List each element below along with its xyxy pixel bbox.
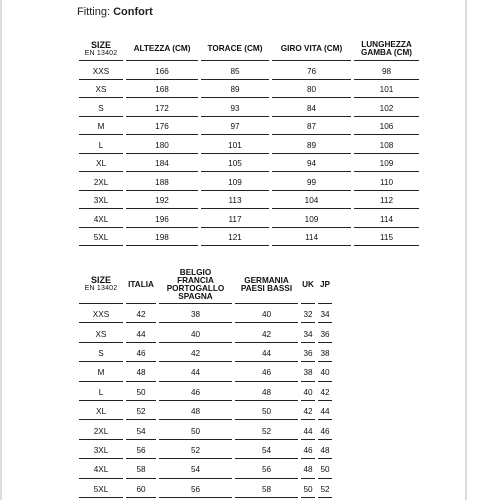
header-uk: UK bbox=[301, 266, 315, 304]
cell-size: XS bbox=[79, 326, 123, 342]
cell-gamba: 98 bbox=[354, 64, 419, 80]
cell-vita: 104 bbox=[272, 194, 351, 210]
page-border-right bbox=[465, 0, 467, 500]
cell-germania: 54 bbox=[235, 443, 298, 459]
cell-uk: 40 bbox=[301, 385, 315, 401]
cell-vita: 87 bbox=[272, 120, 351, 136]
table-row bbox=[79, 83, 419, 99]
cell-uk: 48 bbox=[301, 462, 315, 478]
cell-italia: 58 bbox=[126, 462, 156, 478]
header-size bbox=[79, 266, 123, 304]
cell-belgio: 54 bbox=[159, 462, 232, 478]
header-size-label: SIZE bbox=[90, 275, 111, 285]
cell-altezza: 180 bbox=[126, 138, 198, 154]
size-conversion-table bbox=[76, 263, 335, 501]
cell-uk: 32 bbox=[301, 307, 315, 323]
cell-size: M bbox=[79, 365, 123, 381]
table-row bbox=[79, 194, 419, 210]
cell-altezza: 168 bbox=[126, 83, 198, 99]
cell-jp: 50 bbox=[318, 462, 332, 478]
cell-altezza: 188 bbox=[126, 175, 198, 191]
cell-gamba: 114 bbox=[354, 212, 419, 228]
cell-size: L bbox=[79, 385, 123, 401]
table-row bbox=[79, 120, 419, 136]
cell-torace: 85 bbox=[201, 64, 269, 80]
cell-jp: 52 bbox=[318, 482, 332, 498]
table-row bbox=[79, 138, 419, 154]
header-torace: TORACE (CM) bbox=[201, 38, 269, 61]
cell-altezza: 176 bbox=[126, 120, 198, 136]
header-lunghezza-line2: GAMBA (CM) bbox=[360, 48, 413, 57]
cell-size: S bbox=[79, 101, 123, 117]
cell-size: XXS bbox=[79, 307, 123, 323]
table-row bbox=[79, 385, 332, 401]
cell-gamba: 108 bbox=[354, 138, 419, 154]
cell-size: M bbox=[79, 120, 123, 136]
cell-belgio: 50 bbox=[159, 423, 232, 439]
cell-size: L bbox=[79, 138, 123, 154]
cell-germania: 50 bbox=[235, 404, 298, 420]
cell-altezza: 184 bbox=[126, 157, 198, 173]
cell-germania: 42 bbox=[235, 326, 298, 342]
cell-belgio: 38 bbox=[159, 307, 232, 323]
header-germania-line1: GERMANIA bbox=[244, 275, 289, 285]
cell-italia: 48 bbox=[126, 365, 156, 381]
cell-altezza: 166 bbox=[126, 64, 198, 80]
cell-uk: 34 bbox=[301, 326, 315, 342]
header-belgio-line1: BELGIO bbox=[179, 267, 212, 277]
table-row bbox=[79, 212, 419, 228]
table-row bbox=[79, 326, 332, 342]
table-row bbox=[79, 231, 419, 247]
cell-torace: 113 bbox=[201, 194, 269, 210]
page-border-left bbox=[0, 0, 2, 500]
table-row bbox=[79, 157, 419, 173]
cell-jp: 34 bbox=[318, 307, 332, 323]
fitting-value: Confort bbox=[113, 6, 153, 18]
cell-vita: 114 bbox=[272, 231, 351, 247]
table-row bbox=[79, 443, 332, 459]
cell-size: 4XL bbox=[79, 462, 123, 478]
cell-italia: 60 bbox=[126, 482, 156, 498]
cell-germania: 48 bbox=[235, 385, 298, 401]
header-lunghezza-line1: LUNGHEZZA bbox=[361, 40, 412, 49]
cell-size: 4XL bbox=[79, 212, 123, 228]
cell-altezza: 172 bbox=[126, 101, 198, 117]
cell-torace: 93 bbox=[201, 101, 269, 117]
cell-belgio: 44 bbox=[159, 365, 232, 381]
fitting-label: Fitting: bbox=[77, 6, 111, 18]
cell-gamba: 115 bbox=[354, 231, 419, 247]
cell-uk: 46 bbox=[301, 443, 315, 459]
cell-size: XXS bbox=[79, 64, 123, 80]
cell-size: S bbox=[79, 346, 123, 362]
table-row bbox=[79, 175, 419, 191]
cell-uk: 38 bbox=[301, 365, 315, 381]
cell-vita: 109 bbox=[272, 212, 351, 228]
cell-belgio: 42 bbox=[159, 346, 232, 362]
cell-vita: 94 bbox=[272, 157, 351, 173]
cell-uk: 36 bbox=[301, 346, 315, 362]
cell-size: 3XL bbox=[79, 194, 123, 210]
header-germania-line2: PAESI BASSI bbox=[240, 283, 293, 293]
table-row bbox=[79, 64, 419, 80]
cell-uk: 44 bbox=[301, 423, 315, 439]
cell-size: 2XL bbox=[79, 175, 123, 191]
header-giro-vita: GIRO VITA (CM) bbox=[272, 38, 351, 61]
cell-size: XS bbox=[79, 83, 123, 99]
cell-germania: 56 bbox=[235, 462, 298, 478]
cell-gamba: 109 bbox=[354, 157, 419, 173]
cell-torace: 117 bbox=[201, 212, 269, 228]
table-row bbox=[79, 423, 332, 439]
cell-italia: 54 bbox=[126, 423, 156, 439]
cell-gamba: 106 bbox=[354, 120, 419, 136]
cell-germania: 46 bbox=[235, 365, 298, 381]
table-header-row bbox=[79, 266, 332, 304]
cell-altezza: 196 bbox=[126, 212, 198, 228]
cell-altezza: 198 bbox=[126, 231, 198, 247]
cell-vita: 84 bbox=[272, 101, 351, 117]
header-size-standard: EN 13402 bbox=[84, 285, 118, 292]
cell-gamba: 110 bbox=[354, 175, 419, 191]
cell-size: 3XL bbox=[79, 443, 123, 459]
table-row bbox=[79, 101, 419, 117]
table-header-row bbox=[79, 38, 419, 61]
cell-jp: 38 bbox=[318, 346, 332, 362]
header-altezza: ALTEZZA (CM) bbox=[126, 38, 198, 61]
header-belgio-line3: PORTOGALLO bbox=[166, 283, 225, 293]
cell-italia: 44 bbox=[126, 326, 156, 342]
header-belgio-francia-portogallo-spagna bbox=[159, 266, 232, 304]
cell-torace: 97 bbox=[201, 120, 269, 136]
cell-jp: 36 bbox=[318, 326, 332, 342]
cell-germania: 52 bbox=[235, 423, 298, 439]
cell-uk: 50 bbox=[301, 482, 315, 498]
header-lunghezza-gamba bbox=[354, 38, 419, 61]
cell-vita: 80 bbox=[272, 83, 351, 99]
cell-belgio: 46 bbox=[159, 385, 232, 401]
cell-italia: 42 bbox=[126, 307, 156, 323]
header-jp: JP bbox=[318, 266, 332, 304]
size-measurements-table bbox=[76, 35, 422, 249]
header-germania-paesi-bassi bbox=[235, 266, 298, 304]
table-row bbox=[79, 482, 332, 498]
cell-jp: 42 bbox=[318, 385, 332, 401]
cell-germania: 58 bbox=[235, 482, 298, 498]
cell-torace: 121 bbox=[201, 231, 269, 247]
header-size bbox=[79, 38, 123, 61]
cell-torace: 89 bbox=[201, 83, 269, 99]
cell-belgio: 40 bbox=[159, 326, 232, 342]
cell-jp: 44 bbox=[318, 404, 332, 420]
cell-italia: 46 bbox=[126, 346, 156, 362]
cell-germania: 40 bbox=[235, 307, 298, 323]
cell-size: XL bbox=[79, 157, 123, 173]
cell-uk: 42 bbox=[301, 404, 315, 420]
table-row bbox=[79, 404, 332, 420]
table-row bbox=[79, 307, 332, 323]
cell-jp: 48 bbox=[318, 443, 332, 459]
header-belgio-line4: SPAGNA bbox=[178, 291, 213, 301]
cell-belgio: 48 bbox=[159, 404, 232, 420]
cell-size: XL bbox=[79, 404, 123, 420]
cell-torace: 109 bbox=[201, 175, 269, 191]
cell-size: 5XL bbox=[79, 231, 123, 247]
cell-gamba: 112 bbox=[354, 194, 419, 210]
cell-vita: 99 bbox=[272, 175, 351, 191]
cell-torace: 105 bbox=[201, 157, 269, 173]
cell-gamba: 102 bbox=[354, 101, 419, 117]
fitting-line bbox=[77, 6, 153, 18]
cell-torace: 101 bbox=[201, 138, 269, 154]
cell-vita: 89 bbox=[272, 138, 351, 154]
cell-gamba: 101 bbox=[354, 83, 419, 99]
header-belgio-line2: FRANCIA bbox=[177, 275, 214, 285]
cell-altezza: 192 bbox=[126, 194, 198, 210]
table-row bbox=[79, 462, 332, 478]
table-row bbox=[79, 365, 332, 381]
cell-germania: 44 bbox=[235, 346, 298, 362]
cell-size: 2XL bbox=[79, 423, 123, 439]
cell-size: 5XL bbox=[79, 482, 123, 498]
cell-belgio: 52 bbox=[159, 443, 232, 459]
cell-jp: 46 bbox=[318, 423, 332, 439]
header-italia: ITALIA bbox=[126, 266, 156, 304]
header-size-standard: EN 13402 bbox=[84, 49, 118, 57]
table-row bbox=[79, 346, 332, 362]
cell-vita: 76 bbox=[272, 64, 351, 80]
cell-italia: 52 bbox=[126, 404, 156, 420]
cell-italia: 56 bbox=[126, 443, 156, 459]
cell-jp: 40 bbox=[318, 365, 332, 381]
cell-belgio: 56 bbox=[159, 482, 232, 498]
cell-italia: 50 bbox=[126, 385, 156, 401]
header-size-label: SIZE bbox=[90, 39, 111, 50]
